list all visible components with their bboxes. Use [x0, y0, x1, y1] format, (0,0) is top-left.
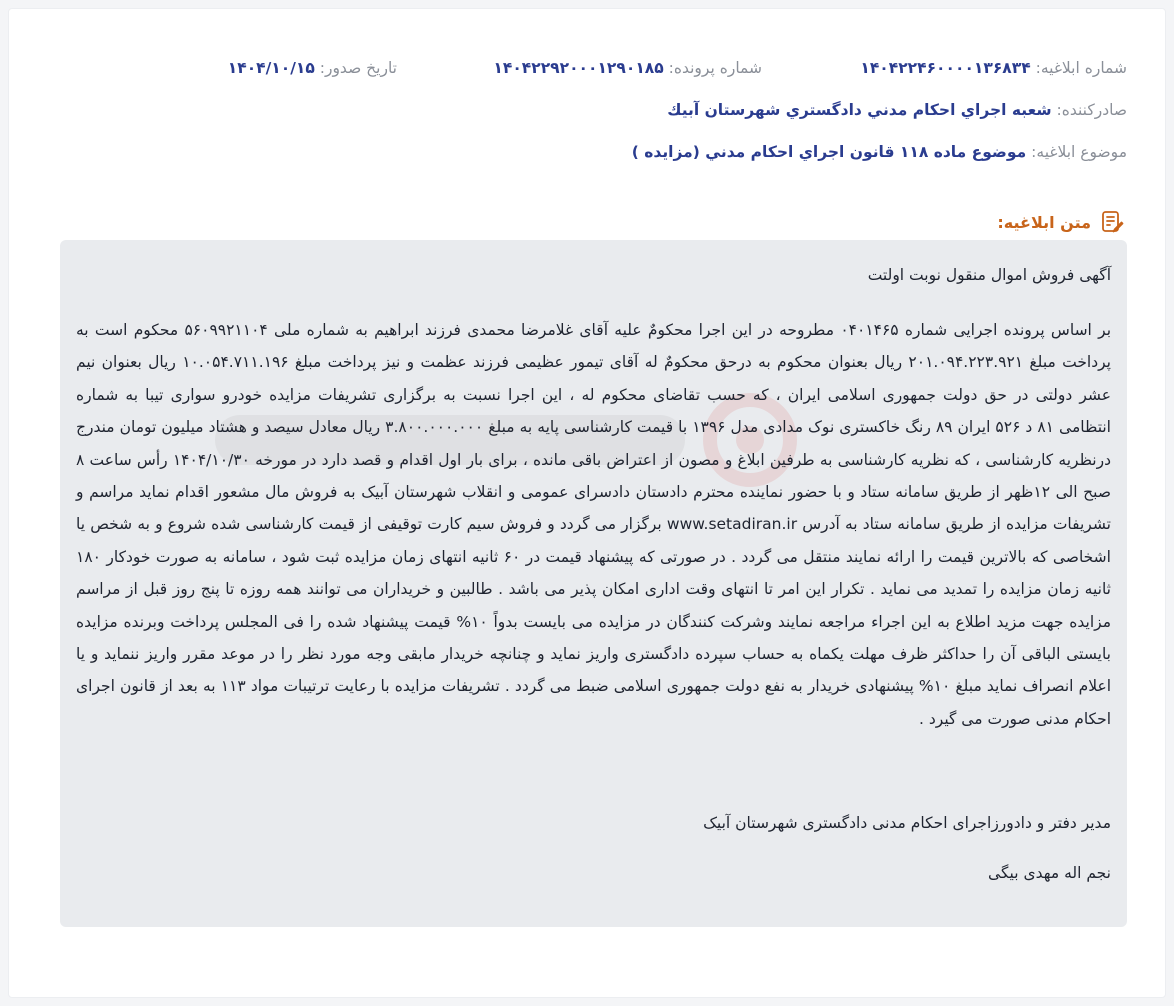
notice-paragraph: بر اساس پرونده اجرایی شماره ۰۴۰۱۴۶۵ مطروحه در این اجرا محکومٌ علیه آقای غلامرضا محمدی فرزند ابراهیم به شماره ملی ۵۶۰۹۹۲۱۱۰۴ محکوم است به پرداخت مبلغ ۲۰۱.۰۹۴.۲۲۳.۹۲۱ ریال بعنوان محکوم به درحق محکومٌ له آقای تیمور عظیمی فرزند عظمت و نیز پرداخت مبلغ ۱۰.۰۵۴.۷۱۱.۱۹۶ ریال بعنوان نیم عشر دولتی در حق دولت جمهوری اسلامی ایران ، که حسب تقاضای محکوم له ، این اجرا نسبت به برگزاری تشریفات مزایده خودرو سواری تیبا به شماره انتظامی ۸۱ د ۵۲۶ ایران ۸۹ رنگ خاکستری نوک مدادی مدل ۱۳۹۶ با قیمت کارشناسی پایه به مبلغ ۳.۸۰۰.۰۰۰.۰۰۰ ریال معادل سیصد و هشتاد میلیون تومان مندرج درنظریه کارشناسی ، که نظریه کارشناسی به طرفین ابلاغ و مصون از اعتراض باقی مانده ، برای بار اول اقدام و قصد دارد در مورخه ۱۴۰۴/۱۰/۳۰ رأس ساعت ۸ صبح الی ۱۲ظهر از طریق سامانه ستاد و با حضور نماینده محترم دادستان دادسرای عمومی و انقلاب شهرستان آبیک به فروش مال مشعور اقدام نماید مراسم و تشریفات مزایده از طریق سامانه ستاد به آدرس www.setadiran.ir برگزار می گردد و فروش سیم کارت توقیفی از قیمت کارشناسی شده شروع و به شخص یا اشخاصی که بالاترین قیمت را ارائه نمایند منتقل می گردد . در صورتی که پیشنهاد قیمت در ۶۰ ثانیه انتهای زمان مزایده ثبت شود ، سامانه به صورت خودکار ۱۸۰ ثانیه زمان مزایده را تمدید می نماید . تکرار این امر تا انتهای وقت اداری امکان پذیر می باشد . طالبین و خریداران می توانند همه روزه تا پنج روز قبل از مراسم مزایده جهت مزید اطلاع به این اجراء مراجعه نمایند وشرکت کنندگان در مزایده می بایست بدواً ۱۰% قیمت پیشنهاد شده را فی المجلس پرداخت وبرنده مزایده بایستی الباقی آن را حداکثر ظرف مهلت یکماه به حساب سپرده دادگستری واریز نماید و چنانچه خریدار مابقی وجه مورد نظر را در موعد مقرر واریز ننماید و یا اعلام انصراف نماید مبلغ ۱۰% پیشنهادی خریدار به نفع دولت جمهوری اسلامی ضبط می گردد . تشریفات مزایده با رعایت ترتیبات مواد ۱۱۳ به بعد از قانون اجرای احکام مدنی صورت می گیرد . — [76, 321, 1112, 728]
notification-number-value: ۱۴۰۴۲۲۴۶۰۰۰۰۱۳۶۸۳۴ — [860, 59, 1031, 77]
meta-row-subject — [49, 143, 1127, 169]
notification-text-title-label: متن ابلاغیه: — [997, 212, 1091, 232]
case-number-field — [493, 59, 762, 77]
case-number-label: شماره پرونده: — [668, 59, 762, 77]
meta-row-issuer — [49, 101, 1127, 127]
issue-date-value: ۱۴۰۴/۱۰/۱۵ — [227, 59, 315, 77]
notification-body — [60, 240, 1127, 927]
notice-heading: آگهی فروش اموال منقول نوبت اولتت — [867, 266, 1111, 284]
notification-number-field — [860, 59, 1127, 77]
subject-value: موضوع ماده ۱۱۸ قانون اجراي احكام مدني (مزايده ) — [631, 143, 1027, 161]
notification-number-label: شماره ابلاغیه: — [1035, 59, 1127, 77]
signature-title: مدیر دفتر و دادورزاجرای احکام مدنی دادگستری شهرستان آبیک — [703, 814, 1111, 832]
case-number-value: ۱۴۰۴۲۲۹۲۰۰۰۱۲۹۰۱۸۵ — [493, 59, 664, 77]
issuer-value: شعبه اجراي احكام مدني دادگستري شهرستان آبيك — [667, 101, 1052, 119]
signature-name: نجم اله مهدی بیگی — [988, 864, 1111, 882]
issue-date-label: تاریخ صدور: — [319, 59, 397, 77]
subject-label: موضوع ابلاغیه: — [1031, 143, 1127, 161]
notification-text-title — [997, 209, 1125, 235]
issue-date-field — [228, 59, 397, 77]
issuer-label: صادرکننده: — [1056, 101, 1127, 119]
meta-row-numbers — [49, 59, 1127, 85]
document-edit-icon — [1099, 209, 1125, 235]
notification-card — [8, 8, 1166, 998]
